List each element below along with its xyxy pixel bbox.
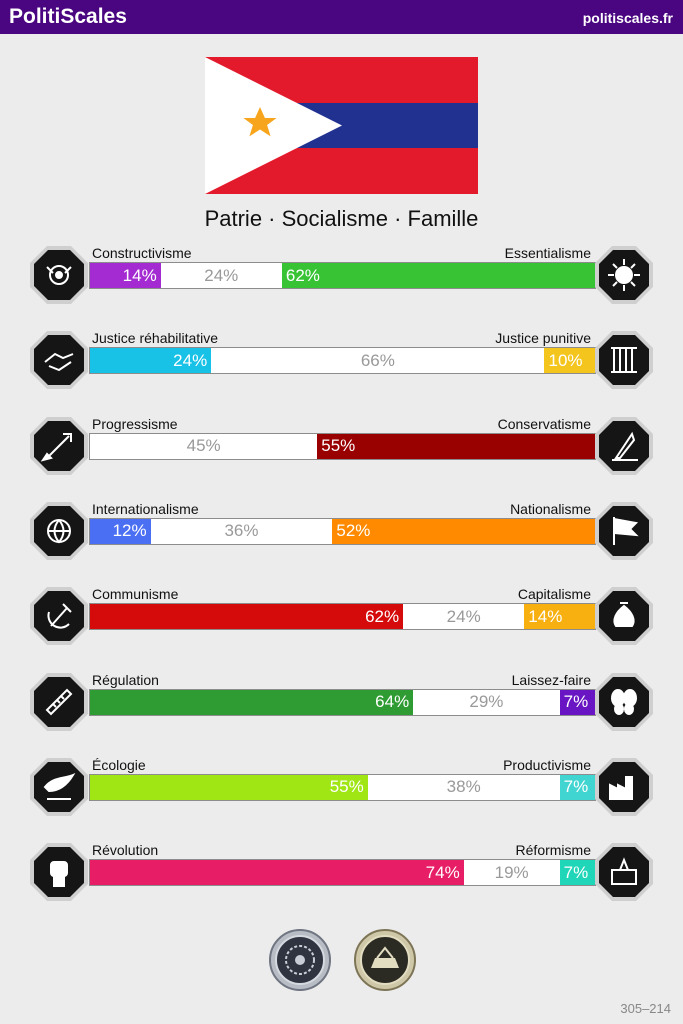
- bar-segment-mid: 45%: [90, 434, 317, 459]
- bar-segment-right: 10%: [544, 348, 595, 373]
- axis-row: [0, 757, 683, 819]
- axis-right-label: Réformisme: [515, 842, 591, 859]
- handshake-icon: [29, 330, 89, 390]
- money-bag-icon: [594, 586, 654, 646]
- butterfly-icon: [594, 672, 654, 732]
- bar-segment-right: 7%: [560, 690, 595, 715]
- bar-segment-right: 14%: [524, 604, 595, 629]
- site-link[interactable]: politiscales.fr: [582, 10, 673, 26]
- axis-left-label: Justice réhabilitative: [92, 330, 219, 347]
- axis-left-label: Écologie: [92, 756, 146, 773]
- bar-segment-mid: 24%: [403, 604, 524, 629]
- bar-segment-right: 55%: [317, 434, 595, 459]
- axis-right-label: Justice punitive: [495, 330, 591, 347]
- badge-icon-1: [268, 928, 332, 992]
- bird-icon: [29, 757, 89, 817]
- bar-segment-mid: 24%: [161, 263, 282, 288]
- axis-bar: [89, 347, 596, 374]
- axis-right-label: Productivisme: [503, 756, 591, 773]
- bar-segment-right: 7%: [560, 775, 595, 800]
- axis-row: [0, 672, 683, 734]
- axis-left-label: Constructivisme: [92, 245, 192, 261]
- ballot-icon: [594, 842, 654, 902]
- bar-segment-left: 14%: [90, 263, 161, 288]
- ruler-icon: [29, 672, 89, 732]
- bar-segment-left: 24%: [90, 348, 211, 373]
- essentialism-icon: [594, 245, 654, 305]
- axis-row: [0, 501, 683, 563]
- bar-segment-mid: 38%: [368, 775, 560, 800]
- axis-left-label: Communisme: [92, 586, 179, 603]
- slogan: Patrie · Socialisme · Famille: [204, 206, 479, 231]
- axis-left-label: Internationalisme: [92, 500, 199, 517]
- axis-bar: [89, 433, 596, 460]
- axis-bar: [89, 262, 596, 289]
- axis-left-label: Régulation: [92, 671, 159, 688]
- brand-title[interactable]: PolitiScales: [9, 5, 127, 28]
- axis-bar: [89, 518, 596, 545]
- axis-row: [0, 842, 683, 904]
- bar-segment-left: 74%: [90, 860, 464, 885]
- axis-right-label: Capitalisme: [517, 586, 591, 603]
- bar-segment-left: 64%: [90, 690, 413, 715]
- score-code: 305–214: [620, 1001, 671, 1016]
- axis-right-label: Laissez-faire: [511, 671, 591, 688]
- bar-segment-mid: 66%: [211, 348, 544, 373]
- axis-right-label: Nationalisme: [510, 500, 591, 517]
- axis-bar: [89, 774, 596, 801]
- axis-row: [0, 330, 683, 392]
- header-bar: [0, 0, 683, 34]
- flag-image: [205, 57, 478, 194]
- factory-icon: [594, 757, 654, 817]
- hammer-sickle-icon: [29, 586, 89, 646]
- quill-icon: [594, 416, 654, 476]
- prison-bars-icon: [594, 330, 654, 390]
- bar-segment-mid: 36%: [151, 519, 333, 544]
- axis-row: [0, 245, 683, 307]
- bar-segment-right: 52%: [332, 519, 595, 544]
- bar-segment-right: 62%: [282, 263, 595, 288]
- globe-icon: [29, 501, 89, 561]
- bar-segment-right: 7%: [560, 860, 595, 885]
- bar-segment-left: 55%: [90, 775, 368, 800]
- axis-left-label: Progressisme: [92, 415, 178, 432]
- axis-right-label: Conservatisme: [497, 415, 591, 432]
- axis-row: [0, 586, 683, 648]
- flag-icon: [594, 501, 654, 561]
- bar-segment-left: 62%: [90, 604, 403, 629]
- bar-segment-mid: 29%: [413, 690, 559, 715]
- axis-bar: [89, 859, 596, 886]
- axis-right-label: Essentialisme: [504, 245, 591, 261]
- rocket-icon: [29, 416, 89, 476]
- bar-segment-mid: 19%: [464, 860, 560, 885]
- axis-left-label: Révolution: [92, 842, 159, 859]
- badge-icon-2: [353, 928, 417, 992]
- axis-bar: [89, 689, 596, 716]
- axis-row: [0, 416, 683, 478]
- constructivism-icon: [29, 245, 89, 305]
- bar-segment-left: 12%: [90, 519, 151, 544]
- fist-icon: [29, 842, 89, 902]
- axis-bar: [89, 603, 596, 630]
